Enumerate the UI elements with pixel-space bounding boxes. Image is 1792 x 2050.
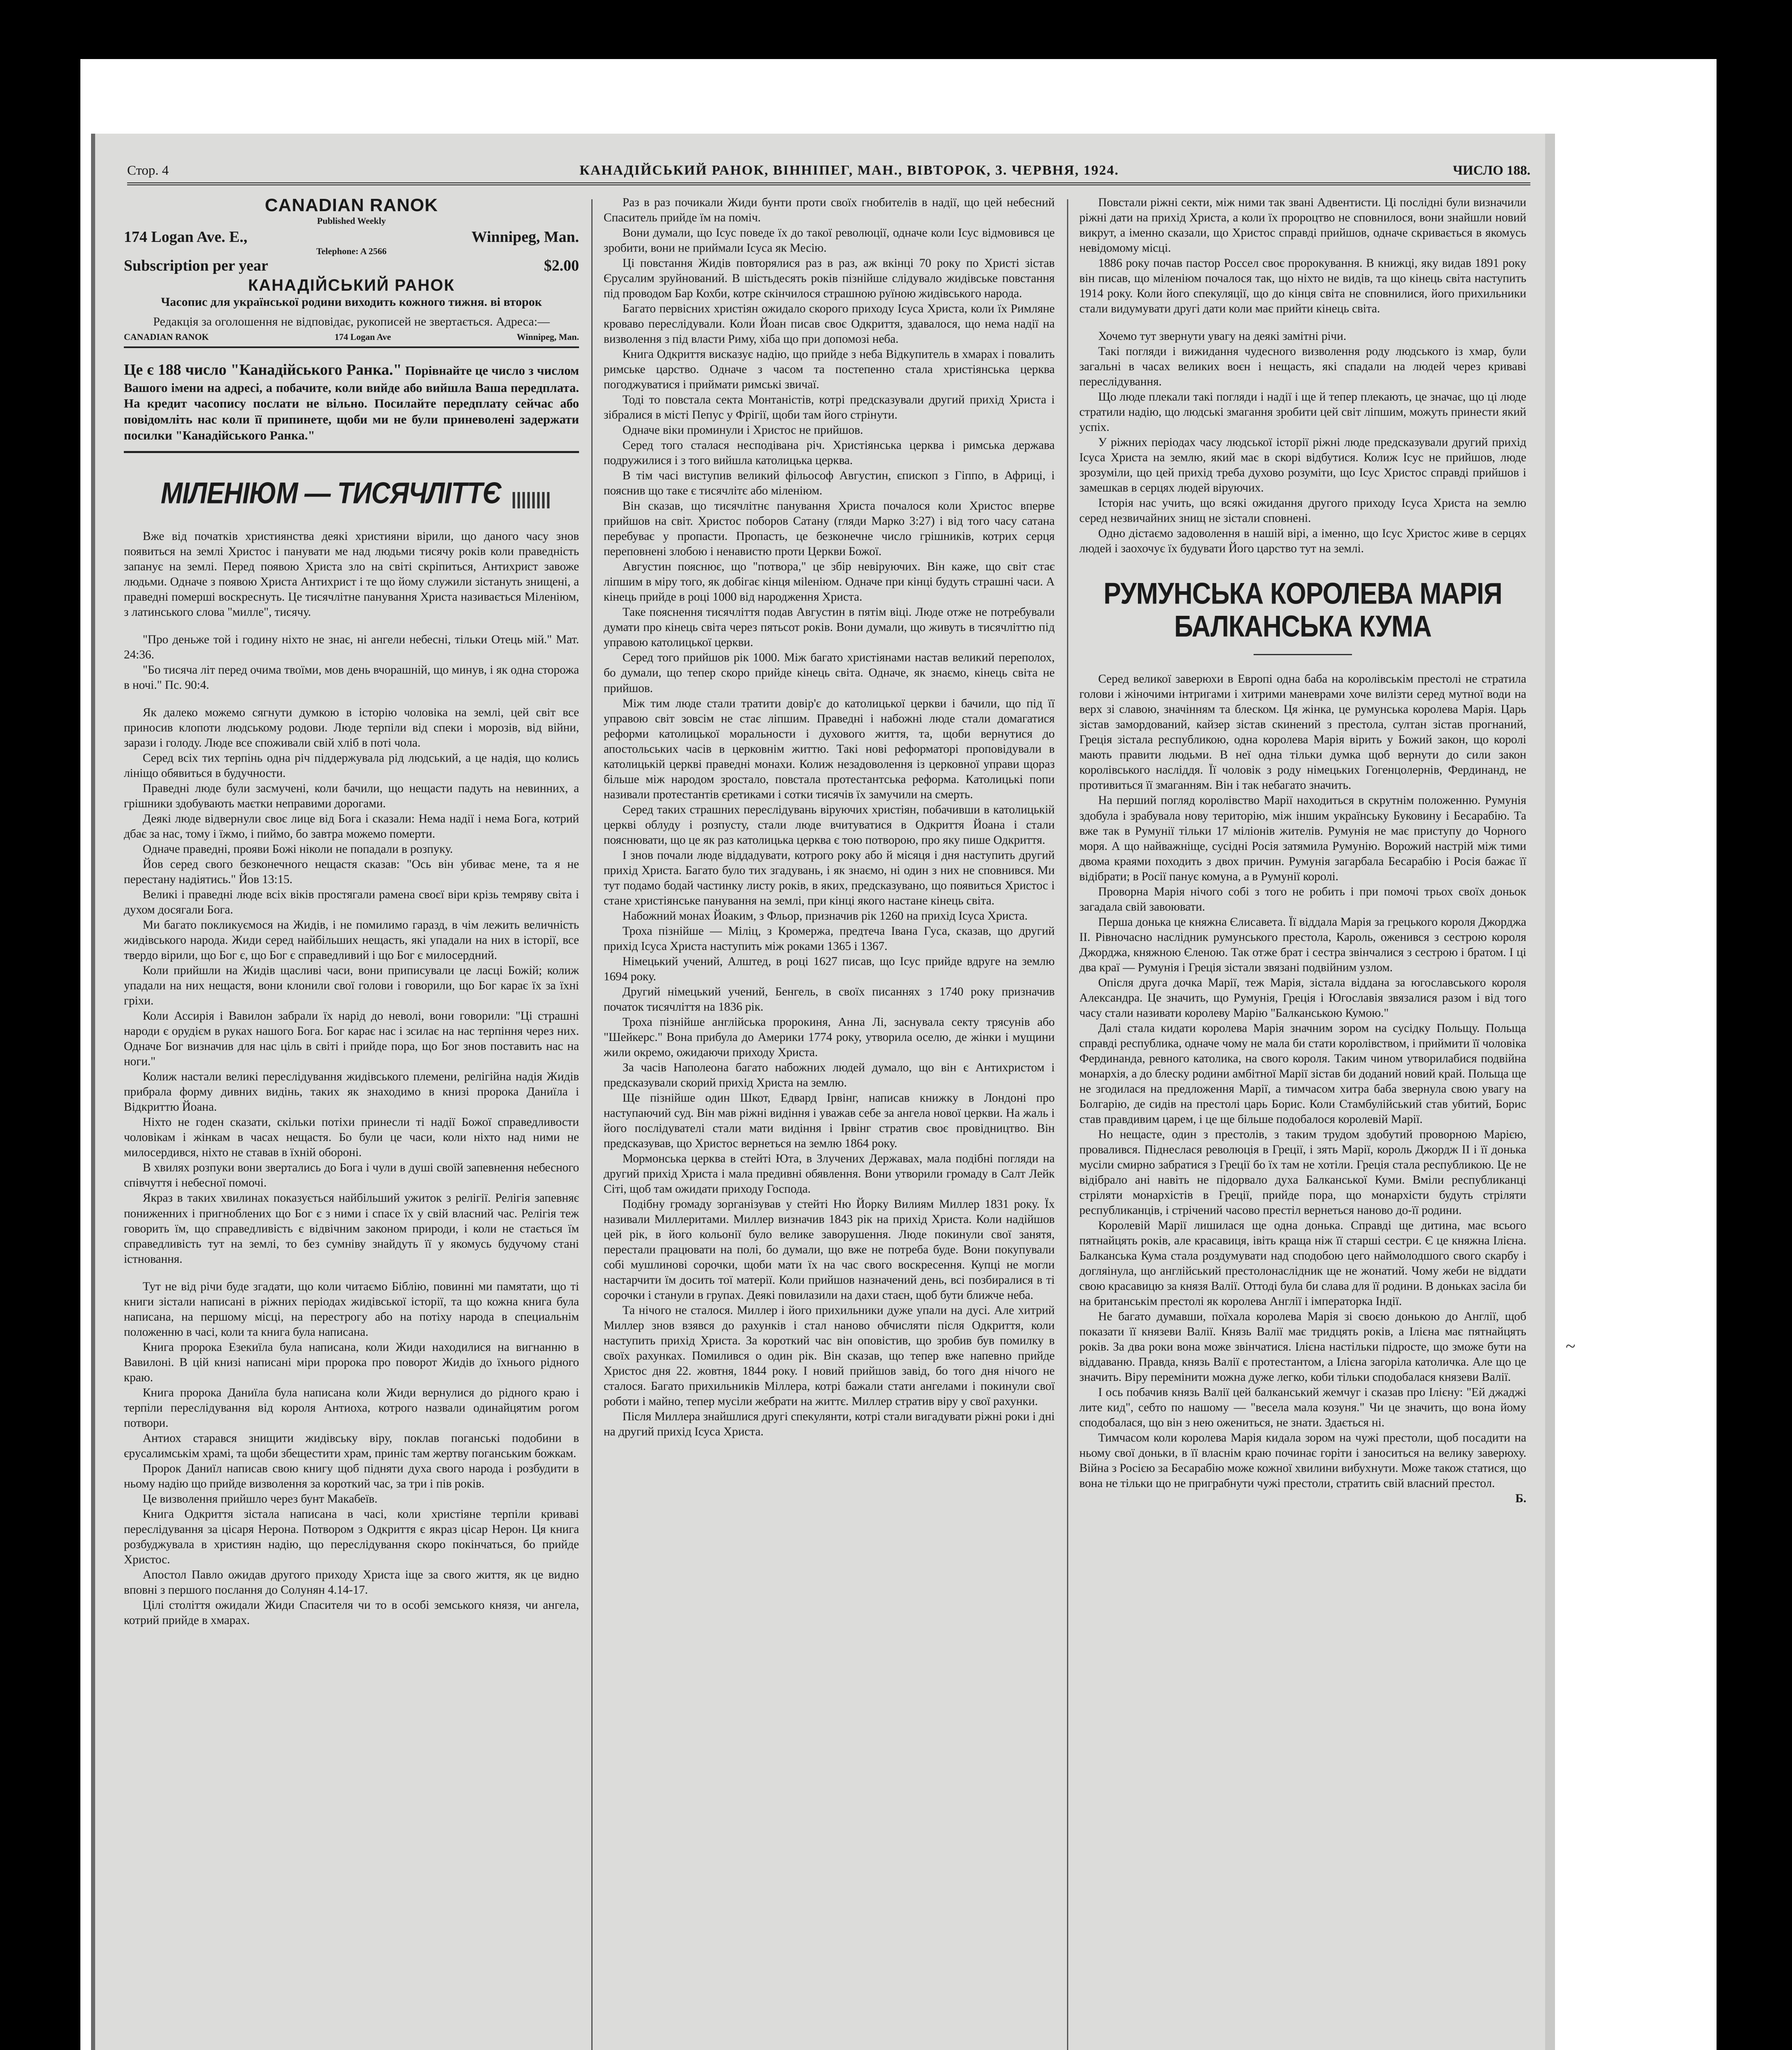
paragraph: Книга пророка Езекиїла була написана, коли Жиди находилися на вигнанню в Вавилоні. В цій книзі написані міри пророка про поворот Жидів до їхнього рідного краю. (124, 1340, 579, 1384)
paragraph: Таке пояснення тисячліття подав Августин в пятім віці. Люде отже не потребували думати про кінець світа через пятьсот років. Вони думали, що живуть в тисячліттю під управою католицької церкви. (604, 606, 1055, 649)
article-millennium-end (1079, 195, 1526, 556)
paragraph: Якраз в таких хвилинах показується найбільший ужиток з релігії. Релігія запевняє пониженних і пригноблених що Бог є з ними і спасе їх у свій власний час. Релігія теж говорить їм, що справедливість є відвічним законом природи, і коли не стається їм справедливість тут на землі, то без сумніву знайдуть її у якомусь будучому стані істновання. (124, 1191, 579, 1266)
paragraph: Одначе праведні, прояви Божі ніколи не попадали в розпуку. (143, 843, 453, 856)
paragraph: "Бо тисяча літ перед очима твоїми, мов день вчорашній, що минув, і як одна сторожа в ночі." Пс. 90:4. (124, 663, 579, 692)
column-rule (591, 199, 593, 2050)
paragraph: Перша донька це княжна Єлисавета. Її віддала Марія за грецького короля Джорджа II. Рівночасно наслідник румунського престола, Кароль, оженився з сестрою короля Джорджа, княжною Єленою. Так отже брат і сестра звінчалися з сестрою і братом. І ці два краї — Румунія і Греція зістали звязані подвійним узлом. (1079, 915, 1526, 974)
paragraph: Цілі століття ожидали Жиди Спасителя чи то в особі земського князя, чи ангела, котрий прийде в хмарах. (124, 1598, 579, 1627)
paragraph: Деякі люде відвернули своє лице від Бога і сказали: Нема надії і нема Бога, котрий дбає за нас, тому і їжмо, і пиймо, бо завтра можемо померти. (124, 812, 579, 841)
publisher-phone: Telephone: A 2566 (316, 246, 387, 256)
paragraph: У ріжних періодах часу людської історії ріжні люде предсказували другий прихід Ісуса Христа на землю, який має в скорі відбутися. Колиж Ісус не прийшов, люде зрозуміли, що цей прихід треба духово розуміти, що Ісус Христос справді прийшов і замешкав в серцях людей віруючих. (1079, 436, 1526, 495)
small-brand: CANADIAN RANOK (124, 332, 209, 342)
paragraph: Тимчасом коли королева Марія кидала зором на чужі престоли, щоб посадити на ньому свої доньки, в її власнім краю починає горіти і заноситься на велику заверюху. Війна з Росією за Бесарабію може кожної хвилини вибухнути. Може також статися, що вона не тільки що не приграбнути чужі престоли, стратить свій власний престол. (1079, 1431, 1526, 1490)
paragraph: Серед того прийшов рік 1000. Між багато христіянами настав великий переполох, бо думали, що тепер скоро прийде кінець світа. Одначе, як знаємо, кінець світа не прийшов. (604, 651, 1055, 695)
paragraph-gap (124, 1267, 579, 1279)
publisher-brand-ua: КАНАДІЙСЬКИЙ РАНОК (248, 276, 455, 294)
newspaper-page (91, 134, 1555, 2050)
paragraph: Хочемо тут звернути увагу на деякі замітні річи. (1098, 330, 1346, 343)
paragraph: Ми багато покликуємося на Жидів, і не помилимо гаразд, в чім лежить величність жидівського народа. Жиди серед найбільших нещасть, які упадали на них в історії, все твердо вірили, що Бог є, що Бог є справедливий і що Бог є милосердний. (124, 918, 579, 962)
paragraph: Одначе віки проминули і Христос не прийшов. (622, 424, 863, 437)
publisher-address (124, 228, 579, 246)
paragraph: Не багато думавши, поїхала королева Марія зі своєю донькою до Англії, щоб показати її князеви Валії. Князь Валії має тридцять років, а Ілієна має пятнайцять років. За два роки вона може звінчатися. Ілієна настільки підросте, що зможе бути на віддаваню. Правда, князь Валії є протестантом, а Ілієна загоріла католичка. Але що це значить. Віру перемінити можна дуже легко, коби тільки сподобалася князеви Валії. (1079, 1310, 1526, 1384)
paragraph: Книга Одкриття зістала написана в часі, коли христіяне терпіли криваві переслідування за цісаря Нерона. Потвором з Одкриття є якраз цісар Нерон. Ця книга розбуджувала в християн надію, що переслідування скоро покінчаться, бо прийде Христос. (124, 1507, 579, 1566)
paragraph: Такі погляди і вижидання чудесного визволення роду людського із хмар, були загальні в часах великих воєн і нещасть, які спадали на людей через криваві переслідування. (1079, 345, 1526, 389)
paragraph: Другий німецький учений, Бенгель, в своїх писаннях з 1740 року призначив початок тисячліття на 1836 рік. (604, 985, 1055, 1014)
article-title-millennium (124, 453, 579, 529)
subscription-price: $2.00 (544, 257, 579, 274)
article-millennium-continued (604, 195, 1055, 1440)
paragraph-gap (124, 620, 579, 632)
paragraph: Раз в раз почикали Жиди бунти проти своїх гнобителів в надії, що цей небесний Спаситель прийде їм на поміч. (604, 196, 1055, 225)
small-street: 174 Logan Ave (334, 332, 391, 342)
column-1 (124, 195, 579, 2050)
article-title: МІЛЕНІЮМ — ТИСЯЧЛІТТЄ (161, 476, 501, 510)
title-ornament (513, 492, 549, 508)
paragraph: Книга пророка Даниїла була написана коли Жиди вернулися до рідного краю і терпіли переслідування від короля Антиоха, котрого назвали одинайцятим рогом потвори. (124, 1386, 579, 1430)
paragraph: Антиох старався знищити жидівську віру, поклав поганські подобини в єрусалимськім храмі, та щоби збещестити храм, приніс там жертву поганським божкам. (124, 1431, 579, 1460)
article-romanian-queen-body (1079, 672, 1526, 1491)
notice-issue: Це є 188 число "Канадійського Ранка." (124, 361, 402, 378)
paragraph: Він сказав, що тисячлітнє панування Христа почалося коли Христос вперве прийшов на світ. Христос поборов Сатану (гляди Марко 3:27) і від того часу сатана перебуває у пропасти. Пропасть, це безконечне число грішників, котрих серця переповнені злобою і ненавистю проти Церкви Божої. (604, 499, 1055, 558)
paragraph: Набожний монах Йоаким, з Фльор, призначив рік 1260 на прихід Ісуса Христа. (622, 909, 1028, 922)
paragraph: Королевій Марії лишилася ще одна донька. Справді ще дитина, має всього пятнайцять років, але красавиця, івіть краща ніж її старші сестри. Є це княжна Ілієна. Балканська Кума стала роздумувати над сподобою цего наймолодшого свого скарбу і догляінула, що англійський престолонаслідник ще не жонатий. Чому жеби не віддати свою красавицю за князя Валії. Оттоді була би слава для її родини. В доньках засіла би на британськім престолі як королева Англії і імператорка Індії. (1079, 1219, 1526, 1308)
paragraph: Серед всіх тих терпінь одна річ піддержувала рід людський, а це надія, що колись лініщо обявиться в будучности. (124, 752, 579, 780)
paragraph: 1886 року почав пастор Россел своє пророкування. В книжці, яку видав 1891 року він писав, що міленіюм почалося так, що ніхто не видів, та що кінець світа наступить 1914 року. Коли його спекуляції, що до кінця світа не сповнилися, його прихильники стали видумувати другі дати коли має прийти кінець світа. (1079, 257, 1526, 316)
paragraph: Йов серед свого безконечного нещастя сказав: "Ось він убиває мене, та я не перестану надіятись." Йов 13:15. (124, 858, 579, 886)
paragraph: Опісля друга дочка Марії, теж Марія, зістала віддана за югославського короля Александра. Це значить, що Румунія, Греція і Югославія звязалися разом і від того часу стали називати королеву Марію "Балканською Кумою." (1079, 976, 1526, 1020)
small-city: Winnipeg, Man. (517, 332, 579, 342)
paragraph: Великі і праведні люде всіх віків простягали рамена своєї віри крізь темряву світа і духом досягали Бога. (124, 888, 579, 917)
page-header (127, 157, 1530, 185)
paragraph: Колиж настали великі переслідування жидівського племени, релігійна надія Жидів прибрала форму дивних видінь, таких як знаходимо в книзі пророка Даниїла і Відкриттю Йоана. (124, 1070, 579, 1114)
subscription-notice (124, 353, 579, 453)
paragraph: Одно дістаємо задоволення в нашій вірі, а іменно, що Ісус Христос живе в серцях людей і заохочує їх будувати Його царство тут на землі. (1079, 527, 1526, 556)
publisher-tagline: Часопис для української родини виходить кожного тижня. ві второк (161, 295, 542, 309)
paragraph: Ще пізнійше один Шкот, Едвард Ірвінг, написав книжку в Лондоні про наступаючий суд. Він мав ріжні видіння і уважав себе за ангела нової церкви. На жаль і його послідувателі стали мати видіння і Ірвінг стратив своє провідництво. Він предсказував, що Христос вернеться на землю 1864 року. (604, 1091, 1055, 1150)
paragraph: Що люде плекали такі погляди і надії і ще й тепер плекають, це значає, що ці люде стратили надію, що людські змагання зробити цей світ ліпшим, можуть принести який успіх. (1079, 390, 1526, 434)
article-millennium-body (124, 529, 579, 1628)
paragraph: Німецький учений, Алштед, в році 1627 писав, що Ісус прийде вдруге на землю 1694 року. (604, 954, 1055, 983)
publisher-box (124, 195, 579, 353)
paragraph: І знов почали люде віддадувати, котрого року або й місяця і дня наступить другий прихід Христа. Багато було тих згадувань, і як знаємо, ні один з них не сповнився. Ми тут подамо бодай частинку листу років, в яких, предсказувано, що появиться Христос і стане христіянське панування на землі, при кінці якого настане кінець світа. (604, 848, 1055, 907)
paragraph: Проворна Марія нічого собі з того не робить і при помочі трьох своїх доньок загадала свій завоювати. (1079, 885, 1526, 913)
masthead: КАНАДІЙСЬКИЙ РАНОК, ВІННІПЕГ, МАН., ВІВТОРОК, 3. ЧЕРВНЯ, 1924. (579, 163, 1119, 178)
paragraph: Історія нас учить, що всякі ожидання другого приходу Ісуса Христа на землю серед незвичайних знищ не зістали сповнені. (1079, 497, 1526, 525)
paragraph: Подібну громаду зорганізував у стейті Ню Йорку Вилиям Миллер 1831 року. Їх називали Миллеритами. Миллер визначив 1843 рік на прихід Христа. Коли надійшов цей рік, в його кольонії було велике заворушення. Люде покинули свої занятя, перестали працювати на полі, бо думали, що вже не потреба буде. Вони покупували собі мушлинові сорочки, щоби мати їх на час свого воскресення. Купці не могли настарчити їм досить тої матерії. Коли прийшов назначений день, всі позбиралися в ті сорочки і станули в групах. Деякі повилазили на дахи стаєн, щоб бути ближче неба. (604, 1198, 1055, 1302)
paragraph-gap (1079, 317, 1526, 329)
column-3 (1079, 195, 1526, 2050)
page-number: Стор. 4 (127, 163, 169, 178)
paragraph: Коли прийшли на Жидів щасливі часи, вони приписували це ласці Божій; колиж упадали на них нещастя, вони клонили свої голови і говорили, що Бог карає їх за їхні гріхи. (124, 964, 579, 1008)
article-title-line1: РУМУНСЬКА КОРОЛЕВА МАРІЯ (1103, 576, 1502, 610)
publisher-weekly: Published Weekly (317, 216, 386, 226)
paragraph-gap (124, 693, 579, 705)
paragraph: Між тим люде стали тратити довір'є до католицької церкви і бачили, що під її управою світ зовсім не стає ліпшим. Праведні і набожні люде стали домагатися реформи католицької моральности і духового життя, та, щоби вернутися до апостольських часів в церковнім життю. Такі нові реформаторі проповідували в католицькій церкві праведні монахи. Колиж незадоволення із церковної управи щораз більше між народом зростало, повстала протестантська реформа. Католицькі попи називали протестантів єретиками і сотки тисячів їх замучили на смерть. (604, 697, 1055, 801)
paragraph: Як далеко можемо сягнути думкою в історію чоловіка на землі, цей світ все приносив клопоти людському родови. Люде терпіли від спеки і морозів, від війни, зарази і голоду. Люде все споживали свій хліб в поті чола. (124, 706, 579, 750)
title-rule (1254, 654, 1352, 655)
paragraph: Далі стала кидати королева Марія значним зором на сусідку Польщу. Польща справді республика, одначе чому не мала би стати королівством, і приймити її чоловіка Фердинанда, ревного католика, на свого короля. Таким чином утворилабися подвійна монархія, а до блеску родини амбітної Марії зістав би доданий новий край. Польща ще не згодилася на предложення Марії, а тимчасом хитра баба звернула свою увагу на Болгарію, де сидів на престолі царь Борис. Коли Стамбулійський став убитий, Борис став правдивим царем, і це ще більше подобалося королевій Марії. (1079, 1021, 1526, 1126)
paragraph: І ось побачив князь Валії цей балканський жемчуг і сказав про Ілієну: "Ей джаджі лите кид", себто по нашому — "весела мала козуня." Чи це значить, що вона йому сподобалася, що він з нею ожениться, не знати. Здається ні. (1079, 1386, 1526, 1430)
paragraph: Апостол Павло ожидав другого приходу Христа іще за свого життя, як це видно вповні з першого послання до Солунян 4.14-17. (124, 1568, 579, 1597)
article-title-romanian-queen (1079, 556, 1526, 672)
paragraph: Троха пізнійше — Міліц, з Кромержа, предтеча Івана Гуса, сказав, що другий прихід Ісуса Христа наступить між роками 1365 і 1367. (604, 924, 1055, 953)
publisher-street: 174 Logan Ave. E., (124, 228, 248, 246)
paragraph: Тоді то повстала секта Монтаністів, котрі предсказували другий прихід Христа і зібралися в місті Пепус у Фрiгії, щоби там його стрiнути. (604, 393, 1055, 422)
margin-mark: ~ (1566, 1336, 1575, 1356)
publisher-city: Winnipeg, Man. (471, 228, 579, 246)
column-rule (1067, 199, 1068, 2050)
paragraph: На перший погляд королівство Марії находиться в скрутнім положенню. Румунія здобула і зрабувала нову територію, між іншим українську Буковину і Бесарабію. Та вже так в Румунії тільки 17 міліонів жителів. Румунія не має приступу до Чорного моря. А що найважніще, сусідні Росія затямила Румунію. Ворожий настрій між тими двома краями походить з двох причин. Румунія загарбала Бесарабію і Росія бажає її відібрати; в Росії панує комуна, а в Румунії королі. (1079, 794, 1526, 883)
paragraph: Но нещасте, один з престолів, з таким трудом здобутий проворною Марією, провалився. Піднеслася революція в Греції, і зять Марії, король Джордж II і її донька мусіли смирно забратися з Греції бо їх там не хотіли. Греція стала республикою. Це не відібрало ані навіть не підорвало духа Балканської Куми. Вміли республиканці стріляти монархістів в Греції, прийде пора, що монархісти будуть стріляти республиканців, і стрічений часово престіл вернеться наново до-її родини. (1079, 1128, 1526, 1217)
subscription-label: Subscription per year (124, 257, 268, 274)
subscription-line (124, 257, 579, 275)
paragraph: Серед того сталася несподівана річ. Христіянська церква і римська держава подружилися і з того вийшла католицька церква. (604, 439, 1055, 467)
paragraph: Повстали ріжні секти, між ними так звані Адвентисти. Ці послідні були визначили ріжні дати на прихід Христа, а коли їх пророцтво не сповнилося, вони знайшли новий викрут, а іменно сказали, що Христос справді прийшов, одначе скривається в якомусь невідомому місці. (1079, 196, 1526, 255)
paragraph: Вже від початків християнства деякі християни вірили, що даного часу знов появиться на землі Христос і панувати ме над людьми тисячу років коли праведність запанує на землі. Перед появою Христа зло на світі скріпиться, Антихрист завоже людьми. Одначе з появою Христа Антихрист і те що йому служили зістануть знищені, а праведні померші воскреснуть. Це тисячлітне панування Христа називається Міленіюм, з латинського слова "милле", тисячу. (124, 529, 579, 619)
paragraph: Тут не від річи буде згадати, що коли читаємо Біблію, повинні ми памятати, що ті книги зістали написані в ріжних періодах жидівської історії, та що кожна книга була написана, на першому місці, на перестрогу або на потіху народа в специальнім положенню в часі, коли та книга була написана. (124, 1280, 579, 1339)
paragraph: Мормонська церква в стейті Юта, в Злучених Державах, мала подібні погляди на другий прихід Христа і мала предивні обявлення. Вони утворили громаду в Салт Лейк Сіті, щоб там ожидати приходу Господа. (604, 1152, 1055, 1196)
publisher-brand: CANADIAN RANOK (264, 195, 438, 215)
column-2 (604, 195, 1055, 2050)
article-title-line2: БАЛКАНСЬКА КУМА (1174, 609, 1432, 643)
paragraph: Після Миллера знайшлися другі спекулянти, котрі стали вигадувати ріжні роки і дні на другий прихід Ісуса Христа. (604, 1410, 1055, 1439)
paragraph: Августин пояснює, що "потвора," це збір невіруючих. Він каже, що світ стає ліпшим в міру того, як добігає кінця мileніюм. Одначе при кінці будуть страшні часи. А кінець прийде в році 1000 від народження Христа. (604, 560, 1055, 604)
article-signature: Б. (1515, 1492, 1526, 1506)
paragraph: В тім часі виступив великий фільософ Августин, єпископ з Гіппо, в Африці, і пояснив що таке є тисячлітє або міленіюм. (604, 469, 1055, 498)
notice-text: Порівнайте це число з числом Вашого імени на адресі, а побачите, коли вийде або вийшла Ваша передплата. На кредит часопису послати не вільно. Посилайте передплату сейчас або повідомліть нас коли її припинете, щоби ми не були приневолені задержати посилки "Канадійського Ранка." (124, 363, 579, 442)
paragraph: Пророк Даниїл написав свою книгу щоб підняти духа свого народа і розбудити в ньому надію що прийде визволення за короткий час, за три і пів років. (124, 1462, 579, 1490)
paragraph: Серед великої заверюхи в Европі одна баба на королівськім престолі не стратила голови і жіночими інтригами і хитрими маневрами хоче вилізти серед мутної води на верх зі славою, значінням та блеском. Ця жінка, це румунська королева Марія. Царь зістав замордований, кайзер зістав скинений з престола, султан зістав прогнаний, Греція зістала республикою, одна королева Марія вірить у Божий закон, що королі мають правити людьми. В неї одна тільки думка щоб вернути до сили закон королівського насліддя. Її чоловік з роду німецьких Гогенцолернів, Фердинанд, не противиться її змаганням. Він і так небагато значить. (1079, 672, 1526, 792)
paragraph: "Про деньже той і годину ніхто не знає, ні ангели небесні, тільки Отець мій." Мат. 24:36. (124, 633, 579, 661)
paragraph: Коли Ассирія і Вавилон забрали їх нарід до неволі, вони говорили: "Ці страшні народи є орудієм в руках нашого Бога. Бог карає нас і зсилає на нас терпіння через них. Одначе Бог визначив для нас ціль в світі і прийде пора, що Бог знов поставить нас на ноги." (124, 1009, 579, 1068)
paragraph: Це визволення прийшло через бунт Макабеїв. (143, 1492, 378, 1506)
paragraph: Книга Одкриття висказує надію, що прийде з неба Відкупитель в хмарах і повалить римське царство. Одначе з часом та постепенно стала христіянська церква погоджуватися і приймати римські звичаї. (604, 348, 1055, 392)
paragraph: Серед таких страшних переслідувань віруючих христіян, побачивши в католицькій церкві облуду і розпусту, стали люде вчитуватися в Одкриття Йоана і стали пояснювати, що це як раз католицька церква є тою потворою, про яку пише Одкриття. (604, 803, 1055, 847)
paragraph: Праведні люде були засмучені, коли бачили, що нещасти падуть на невинних, а грішники здобувають маєтки неправими дорогами. (124, 782, 579, 811)
paragraph: Ці повстання Жидів повторялися раз в раз, аж вкінці 70 року по Христі зістав Єрусалим зруйнований. В шістьдесять років пізнійше слідувало жидівське повстання під проводом Бар Кохби, котре скінчилося страшною руїною жидівського народа. (604, 257, 1055, 301)
paragraph: За часів Наполеона багато набожних людей думало, що він є Антихристом і предсказували скорий прихід Христа на землю. (604, 1061, 1055, 1089)
paragraph: Троха пізнійше англійська пророкиня, Анна Лі, заснувала секту трясунів або "Шейкерс." Вона прибула до Америки 1774 року, утворила оселю, де жінки і мущини жили окремо, ожидаючи приходу Христа. (604, 1015, 1055, 1059)
publisher-small-address (124, 332, 579, 348)
paragraph: Вони думали, що Ісус поведе їх до такої революції, одначе коли Ісус відмовився це зробити, вони не приймали Ісуса як Месію. (604, 226, 1055, 255)
paragraph: Багато первісних христіян ожидало скорого приходу Ісуса Христа, коли їх Римляне кроваво переслідували. Коли Йоан писав своє Одкриття, здавалося, що нема надії на визволення з під власти Риму, хіба що при допомозі неба. (604, 302, 1055, 346)
issue-number: ЧИСЛО 188. (1452, 163, 1530, 178)
paragraph: Та нічого не сталося. Миллер і його прихильники дуже упали на дусі. Але хитрий Миллер знов взявся до рахунків і стал наново обчисляти після Одкриття, коли наступить прихід Христа. За короткий час він оповістив, що зробив був помилку в своїх рахунках. Помилився о один рік. Він сказав, що тепер вже напевно прийде Христос дня 22. жовтня, 1844 року. І новий прийшов завід, бо того дня нічого не сталося. Багато прихильників Міллера, котрі бажали стати ангелами і покинули свої роботи і майно, тепер мусіли жебрати на життє. Миллер стратив віру у свої рахунки. (604, 1304, 1055, 1408)
publisher-note: Редакція за оголошення не відповідає, рукописей не звертається. Адреса:— (153, 315, 550, 328)
paragraph: В хвилях розпуки вони звертались до Бога і чули в душі своїй запевнення небесного співчуття і небесної помочі. (124, 1161, 579, 1190)
paragraph: Ніхто не годен сказати, скільки потіхи принесли ті надії Божої справедливости чоловікам і жінкам в часах нещастя. Бо були це часи, коли ніхто над ними не милосердився, ніхто не ставав в їхній обороні. (124, 1116, 579, 1159)
